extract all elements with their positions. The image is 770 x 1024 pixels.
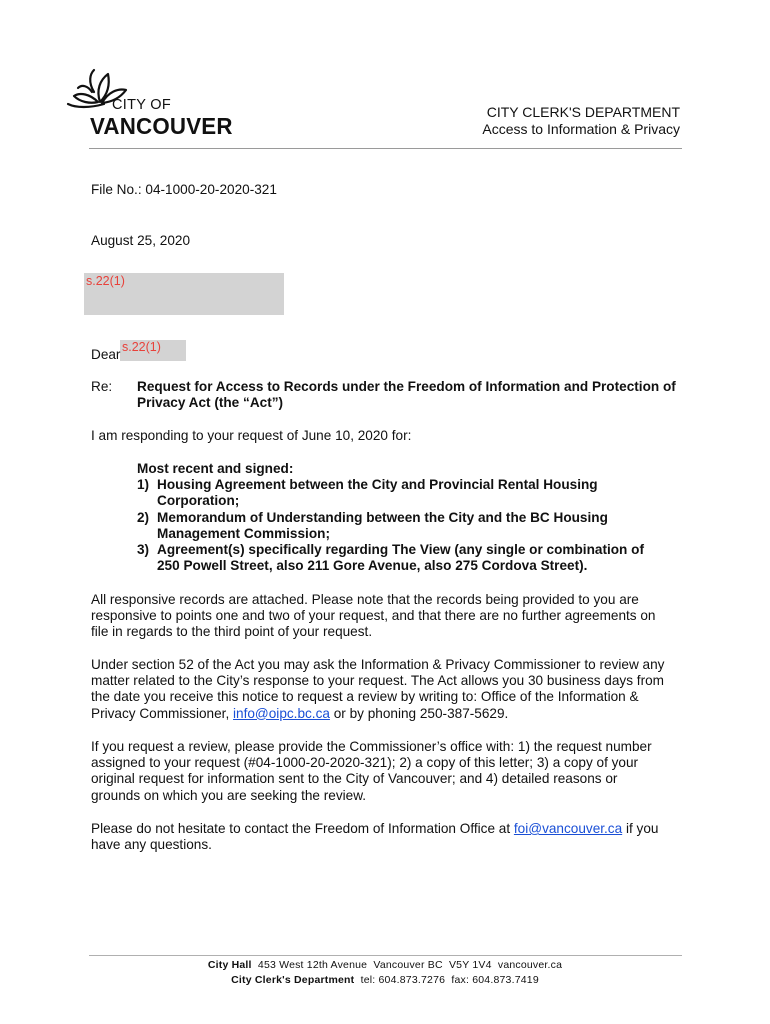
paragraph-line (91, 706, 691, 722)
header-divider (89, 148, 682, 149)
footer-line-2 (0, 973, 770, 988)
list-item-line: Management Commission; (157, 525, 330, 541)
paragraph-line: file in regards to the third point of your request. (91, 624, 373, 640)
list-item-text (157, 477, 598, 509)
department-subtitle: Access to Information & Privacy (482, 121, 680, 137)
intro-sentence: I am responding to your request of June 10, 2020 for: (91, 428, 412, 443)
file-number: File No.: 04-1000-20-2020-321 (91, 182, 277, 197)
list-item-number: 1) (137, 477, 150, 493)
paragraph-contact (91, 821, 691, 853)
logo-vancouver-text: VANCOUVER (90, 113, 233, 139)
paragraph-line: All responsive records are attached. Please note that the records being provided to you are (91, 592, 639, 607)
footer-line-1 (0, 958, 770, 973)
paragraph-line: If you request a review, please provide the Commissioner’s office with: 1) the request number (91, 739, 652, 754)
list-item-line: Corporation; (157, 493, 240, 509)
list-item (137, 477, 697, 509)
salutation: Dear (91, 347, 121, 362)
oipc-email-link[interactable]: info@oipc.bc.ca (233, 705, 330, 721)
foi-email-link[interactable]: foi@vancouver.ca (513, 821, 623, 836)
list-item-number: 3) (137, 542, 150, 558)
redaction-label-name: s.22(1) (122, 340, 161, 354)
redaction-label-address: s.22(1) (86, 274, 125, 288)
paragraph-review-rights (91, 657, 691, 722)
logo-city-of-text: CITY OF (112, 97, 172, 113)
paragraph-line: assigned to your request (#04-1000-20-2020-321); 2) a copy of this letter; 3) a copy of your (91, 755, 639, 771)
paragraph-line: the date you receive this notice to request a review by writing to: Office of the Information & (91, 689, 639, 705)
footer-address: 453 West 12th Avenue Vancouver BC V5Y 1V4 vancouver.ca (251, 959, 563, 971)
list-item-line: 250 Powell Street, also 211 Gore Avenue, also 275 Cordova Street). (157, 558, 588, 574)
list-item (137, 542, 697, 574)
footer (0, 958, 770, 988)
text-fragment: Please do not hesitate to contact the Freedom of Information Office at (91, 821, 514, 836)
footer-city-hall: City Hall (207, 959, 252, 971)
paragraph-review-instructions (91, 739, 691, 804)
footer-contact: tel: 604.873.7276 fax: 604.873.7419 (354, 974, 539, 986)
paragraph-line: have any questions. (91, 837, 212, 853)
paragraph-line: Under section 52 of the Act you may ask the Information & Privacy Commissioner to review any (91, 657, 665, 672)
list-item-text (157, 542, 644, 574)
paragraph-records-attached (91, 592, 691, 641)
list-item-line: Agreement(s) specifically regarding The View (any single or combination of (157, 542, 644, 558)
list-item (137, 510, 697, 542)
letter-date: August 25, 2020 (91, 233, 191, 248)
paragraph-line: original request for information sent to the City of Vancouver; and 4) detailed reasons or (91, 771, 618, 787)
text-fragment: Privacy Commissioner, (91, 705, 234, 721)
list-item-text (157, 510, 608, 542)
text-fragment: or by phoning 250-387-5629. (329, 705, 509, 721)
re-label: Re: (91, 379, 113, 394)
paragraph-line: grounds on which you are seeking the review. (91, 787, 367, 803)
list-item-line: Memorandum of Understanding between the City and the BC Housing (157, 509, 608, 525)
paragraph-line: matter related to the City’s response to your request. The Act allows you 30 business days from (91, 673, 664, 689)
footer-divider (89, 955, 682, 956)
text-fragment: if you (622, 821, 659, 836)
department-name: CITY CLERK'S DEPARTMENT (486, 104, 680, 120)
list-item-line: Housing Agreement between the City and Provincial Rental Housing (157, 477, 598, 493)
request-heading: Most recent and signed: (137, 461, 294, 476)
department-header (482, 104, 680, 138)
paragraph-line (91, 821, 691, 837)
paragraph-line: responsive to points one and two of your request, and that there are no further agreements on (91, 608, 656, 624)
request-list (137, 461, 697, 574)
footer-department: City Clerk's Department (231, 974, 355, 986)
list-item-number: 2) (137, 509, 150, 525)
re-subject: Request for Access to Records under the Freedom of Information and Protection of Privacy Act (the “Act”) (137, 379, 676, 411)
